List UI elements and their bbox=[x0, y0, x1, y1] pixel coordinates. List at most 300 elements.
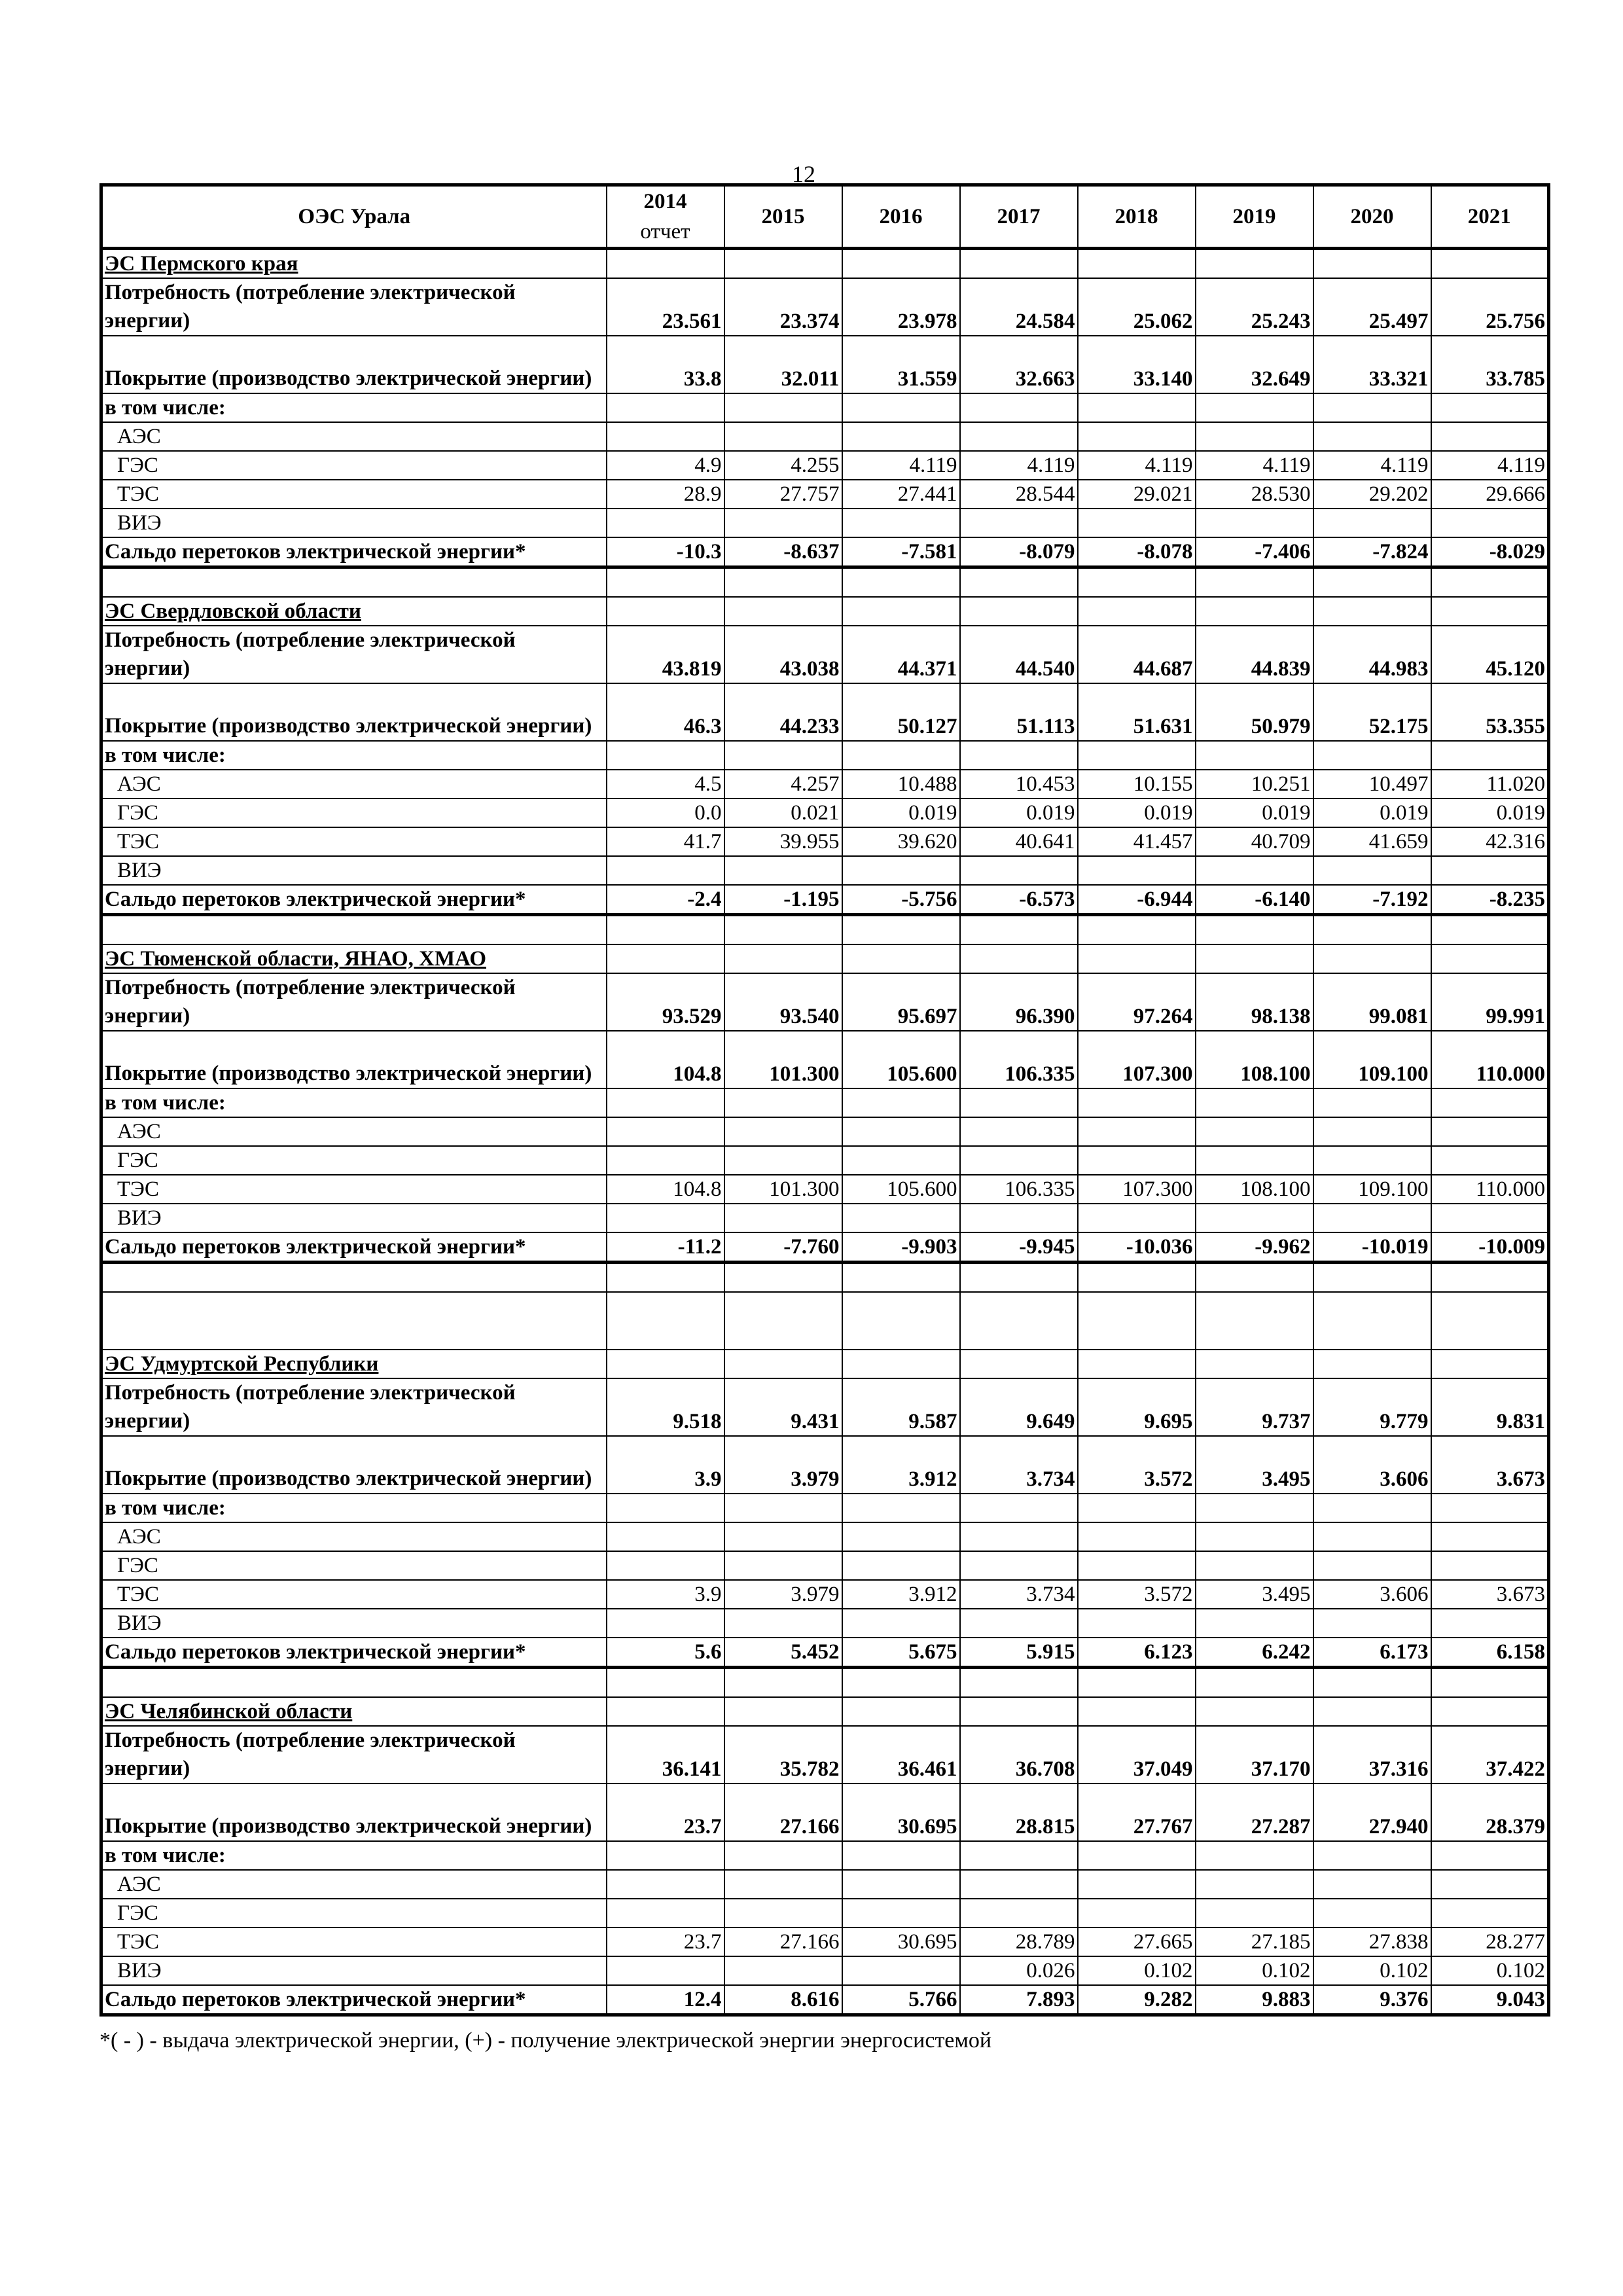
including-cell bbox=[1078, 393, 1196, 422]
vie-cell bbox=[1313, 1609, 1431, 1638]
demand-cell: 98.138 bbox=[1196, 973, 1313, 1031]
aes-cell: 11.020 bbox=[1431, 770, 1549, 798]
spacer-cell bbox=[1313, 1263, 1431, 1293]
tes-cell: 27.757 bbox=[724, 480, 842, 509]
supply-label: Покрытие (производство электрической энергии) bbox=[101, 1436, 607, 1494]
ges-cell: 4.119 bbox=[1431, 451, 1549, 480]
tes-cell: 41.457 bbox=[1078, 827, 1196, 856]
ges-cell bbox=[1196, 1551, 1313, 1580]
supply-cell: 107.300 bbox=[1078, 1031, 1196, 1088]
ges-cell bbox=[842, 1551, 960, 1580]
spacer-cell bbox=[607, 1263, 724, 1293]
tes-cell: 105.600 bbox=[842, 1175, 960, 1204]
aes-cell bbox=[842, 1117, 960, 1146]
including-cell bbox=[1078, 1088, 1196, 1117]
aes-cell bbox=[607, 422, 724, 451]
supply-label: Покрытие (производство электрической энергии) bbox=[101, 1031, 607, 1088]
demand-cell: 9.587 bbox=[842, 1378, 960, 1436]
aes-row bbox=[101, 1522, 1549, 1551]
supply-cell: 3.673 bbox=[1431, 1436, 1549, 1494]
section-title-label: ЭС Свердловской области bbox=[101, 597, 607, 626]
supply-cell: 33.785 bbox=[1431, 336, 1549, 393]
saldo-cell: -7.824 bbox=[1313, 537, 1431, 567]
vie-cell bbox=[724, 1609, 842, 1638]
section-title-cell bbox=[1196, 597, 1313, 626]
ges-cell: 4.119 bbox=[842, 451, 960, 480]
section-title-row bbox=[101, 1697, 1549, 1726]
including-cell bbox=[607, 1494, 724, 1522]
spacer-row bbox=[101, 915, 1549, 945]
section-title-cell bbox=[1313, 1350, 1431, 1378]
including-label: в том числе: bbox=[101, 393, 607, 422]
supply-cell: 23.7 bbox=[607, 1784, 724, 1841]
section-title-cell bbox=[1431, 597, 1549, 626]
aes-cell bbox=[1196, 1870, 1313, 1899]
tes-cell: 3.734 bbox=[960, 1580, 1078, 1609]
spacer-cell bbox=[1313, 1292, 1431, 1350]
demand-cell: 96.390 bbox=[960, 973, 1078, 1031]
vie-cell bbox=[960, 1609, 1078, 1638]
section-title-cell bbox=[607, 1697, 724, 1726]
demand-cell: 36.708 bbox=[960, 1726, 1078, 1784]
supply-cell: 32.011 bbox=[724, 336, 842, 393]
spacer-cell bbox=[101, 915, 607, 945]
vie-cell: 0.102 bbox=[1196, 1956, 1313, 1985]
tes-cell: 28.789 bbox=[960, 1928, 1078, 1956]
aes-row bbox=[101, 770, 1549, 798]
tes-cell: 3.606 bbox=[1313, 1580, 1431, 1609]
demand-cell: 23.374 bbox=[724, 278, 842, 336]
demand-cell: 25.062 bbox=[1078, 278, 1196, 336]
tes-row bbox=[101, 1928, 1549, 1956]
including-label: в том числе: bbox=[101, 1494, 607, 1522]
supply-cell: 31.559 bbox=[842, 336, 960, 393]
demand-cell: 44.540 bbox=[960, 626, 1078, 683]
supply-cell: 44.233 bbox=[724, 683, 842, 741]
demand-row bbox=[101, 973, 1549, 1031]
ges-row bbox=[101, 1146, 1549, 1175]
header-year-2014-note: отчет bbox=[640, 220, 690, 243]
spacer-cell bbox=[1196, 915, 1313, 945]
section-title-cell bbox=[1078, 944, 1196, 973]
aes-cell bbox=[607, 1522, 724, 1551]
aes-cell: 10.453 bbox=[960, 770, 1078, 798]
vie-cell bbox=[1431, 856, 1549, 885]
spacer-cell bbox=[960, 1292, 1078, 1350]
saldo-cell: -10.3 bbox=[607, 537, 724, 567]
ges-cell: 0.019 bbox=[1431, 798, 1549, 827]
demand-cell: 25.497 bbox=[1313, 278, 1431, 336]
demand-row bbox=[101, 626, 1549, 683]
saldo-cell: -6.140 bbox=[1196, 885, 1313, 915]
aes-cell bbox=[724, 422, 842, 451]
demand-cell: 36.461 bbox=[842, 1726, 960, 1784]
supply-cell: 52.175 bbox=[1313, 683, 1431, 741]
aes-cell: 10.488 bbox=[842, 770, 960, 798]
vie-cell bbox=[1196, 509, 1313, 537]
tes-label: ТЭС bbox=[101, 1928, 607, 1956]
including-label: в том числе: bbox=[101, 1088, 607, 1117]
section-title-label: ЭС Удмуртской Республики bbox=[101, 1350, 607, 1378]
tes-label: ТЭС bbox=[101, 827, 607, 856]
demand-cell: 44.983 bbox=[1313, 626, 1431, 683]
including-cell bbox=[1431, 741, 1549, 770]
section-title-cell bbox=[724, 597, 842, 626]
saldo-cell: 9.376 bbox=[1313, 1985, 1431, 2015]
spacer-cell bbox=[842, 1292, 960, 1350]
ges-cell: 4.9 bbox=[607, 451, 724, 480]
section-title-cell bbox=[1196, 249, 1313, 279]
saldo-cell: -2.4 bbox=[607, 885, 724, 915]
tes-row bbox=[101, 480, 1549, 509]
tes-cell: 30.695 bbox=[842, 1928, 960, 1956]
aes-label: АЭС bbox=[101, 422, 607, 451]
section-title-cell bbox=[1078, 249, 1196, 279]
supply-cell: 53.355 bbox=[1431, 683, 1549, 741]
tes-cell: 109.100 bbox=[1313, 1175, 1431, 1204]
ges-cell: 4.119 bbox=[960, 451, 1078, 480]
header-year-2014 bbox=[607, 185, 724, 249]
demand-cell: 9.737 bbox=[1196, 1378, 1313, 1436]
including-row bbox=[101, 1088, 1549, 1117]
section-title-label: ЭС Пермского края bbox=[101, 249, 607, 279]
including-cell bbox=[842, 741, 960, 770]
vie-cell: 0.102 bbox=[1313, 1956, 1431, 1985]
demand-cell: 36.141 bbox=[607, 1726, 724, 1784]
supply-cell: 3.9 bbox=[607, 1436, 724, 1494]
saldo-cell: -10.019 bbox=[1313, 1232, 1431, 1263]
aes-cell bbox=[1431, 1870, 1549, 1899]
section-title-cell bbox=[842, 249, 960, 279]
aes-cell bbox=[842, 1522, 960, 1551]
ges-row bbox=[101, 451, 1549, 480]
saldo-cell: 8.616 bbox=[724, 1985, 842, 2015]
tes-cell: 3.9 bbox=[607, 1580, 724, 1609]
including-cell bbox=[1431, 1494, 1549, 1522]
header-year: 2021 bbox=[1431, 185, 1549, 249]
supply-label: Покрытие (производство электрической энергии) bbox=[101, 683, 607, 741]
ges-cell: 0.021 bbox=[724, 798, 842, 827]
vie-cell bbox=[1078, 509, 1196, 537]
saldo-cell: -9.962 bbox=[1196, 1232, 1313, 1263]
ges-cell: 4.119 bbox=[1078, 451, 1196, 480]
vie-cell bbox=[607, 856, 724, 885]
supply-cell: 33.321 bbox=[1313, 336, 1431, 393]
supply-cell: 101.300 bbox=[724, 1031, 842, 1088]
vie-label: ВИЭ bbox=[101, 856, 607, 885]
saldo-cell: -9.903 bbox=[842, 1232, 960, 1263]
vie-label: ВИЭ bbox=[101, 1609, 607, 1638]
demand-cell: 24.584 bbox=[960, 278, 1078, 336]
tes-cell: 41.659 bbox=[1313, 827, 1431, 856]
demand-label: Потребность (потребление электрической энергии) bbox=[101, 973, 607, 1031]
ges-cell bbox=[607, 1899, 724, 1928]
spacer-cell bbox=[1431, 1668, 1549, 1698]
section-title-cell bbox=[1078, 1350, 1196, 1378]
section-title-row bbox=[101, 597, 1549, 626]
saldo-cell: 9.043 bbox=[1431, 1985, 1549, 2015]
including-cell bbox=[1196, 1841, 1313, 1870]
including-cell bbox=[607, 393, 724, 422]
supply-row bbox=[101, 1784, 1549, 1841]
saldo-label: Сальдо перетоков электрической энергии* bbox=[101, 1232, 607, 1263]
vie-cell bbox=[960, 856, 1078, 885]
including-cell bbox=[1431, 1841, 1549, 1870]
supply-cell: 106.335 bbox=[960, 1031, 1078, 1088]
tes-cell: 101.300 bbox=[724, 1175, 842, 1204]
section-title-cell bbox=[607, 249, 724, 279]
ges-cell bbox=[1078, 1899, 1196, 1928]
including-label: в том числе: bbox=[101, 1841, 607, 1870]
spacer-cell bbox=[1196, 567, 1313, 598]
spacer-cell bbox=[607, 567, 724, 598]
including-cell bbox=[1431, 1088, 1549, 1117]
supply-row bbox=[101, 336, 1549, 393]
vie-cell bbox=[1078, 1204, 1196, 1232]
section-title-cell bbox=[1313, 1697, 1431, 1726]
header-year: 2019 bbox=[1196, 185, 1313, 249]
supply-row bbox=[101, 1436, 1549, 1494]
aes-cell bbox=[1196, 1117, 1313, 1146]
tes-label: ТЭС bbox=[101, 1580, 607, 1609]
section-title-cell bbox=[1196, 1697, 1313, 1726]
demand-cell: 43.038 bbox=[724, 626, 842, 683]
section-title-row bbox=[101, 944, 1549, 973]
including-cell bbox=[1313, 1841, 1431, 1870]
spacer-cell bbox=[1078, 567, 1196, 598]
vie-cell bbox=[842, 1956, 960, 1985]
ges-cell bbox=[724, 1551, 842, 1580]
including-cell bbox=[960, 1494, 1078, 1522]
saldo-cell: -9.945 bbox=[960, 1232, 1078, 1263]
supply-row bbox=[101, 1031, 1549, 1088]
energy-balance-table bbox=[99, 183, 1550, 2017]
supply-cell: 50.979 bbox=[1196, 683, 1313, 741]
saldo-cell: 6.242 bbox=[1196, 1638, 1313, 1668]
aes-cell bbox=[960, 1522, 1078, 1551]
ges-cell bbox=[1431, 1551, 1549, 1580]
section-title-cell bbox=[842, 1350, 960, 1378]
ges-cell: 4.255 bbox=[724, 451, 842, 480]
vie-cell: 0.026 bbox=[960, 1956, 1078, 1985]
including-cell bbox=[1196, 1088, 1313, 1117]
demand-cell: 9.518 bbox=[607, 1378, 724, 1436]
aes-cell bbox=[1078, 1522, 1196, 1551]
supply-cell: 51.113 bbox=[960, 683, 1078, 741]
aes-cell bbox=[1431, 422, 1549, 451]
tes-cell: 28.277 bbox=[1431, 1928, 1549, 1956]
aes-cell: 10.251 bbox=[1196, 770, 1313, 798]
ges-cell bbox=[842, 1899, 960, 1928]
ges-cell: 4.119 bbox=[1196, 451, 1313, 480]
vie-label: ВИЭ bbox=[101, 509, 607, 537]
aes-cell bbox=[1078, 422, 1196, 451]
supply-cell: 28.379 bbox=[1431, 1784, 1549, 1841]
tes-cell: 104.8 bbox=[607, 1175, 724, 1204]
section-title-cell bbox=[607, 944, 724, 973]
tes-cell: 40.641 bbox=[960, 827, 1078, 856]
demand-cell: 43.819 bbox=[607, 626, 724, 683]
spacer-cell bbox=[724, 567, 842, 598]
spacer-cell bbox=[842, 1263, 960, 1293]
demand-label: Потребность (потребление электрической энергии) bbox=[101, 626, 607, 683]
vie-cell bbox=[842, 509, 960, 537]
vie-cell bbox=[1313, 509, 1431, 537]
tes-label: ТЭС bbox=[101, 480, 607, 509]
ges-label: ГЭС bbox=[101, 1899, 607, 1928]
supply-cell: 110.000 bbox=[1431, 1031, 1549, 1088]
ges-label: ГЭС bbox=[101, 798, 607, 827]
vie-cell bbox=[842, 1609, 960, 1638]
vie-cell bbox=[607, 509, 724, 537]
vie-row bbox=[101, 1609, 1549, 1638]
section-title-row bbox=[101, 249, 1549, 279]
including-cell bbox=[724, 741, 842, 770]
saldo-row bbox=[101, 1638, 1549, 1668]
vie-label: ВИЭ bbox=[101, 1956, 607, 1985]
spacer-row bbox=[101, 1292, 1549, 1350]
saldo-cell: 5.675 bbox=[842, 1638, 960, 1668]
demand-cell: 23.978 bbox=[842, 278, 960, 336]
saldo-cell: -8.078 bbox=[1078, 537, 1196, 567]
vie-cell bbox=[1196, 1204, 1313, 1232]
supply-cell: 3.495 bbox=[1196, 1436, 1313, 1494]
aes-cell: 4.257 bbox=[724, 770, 842, 798]
spacer-cell bbox=[101, 1668, 607, 1698]
section-title-cell bbox=[1313, 249, 1431, 279]
demand-cell: 93.540 bbox=[724, 973, 842, 1031]
including-row bbox=[101, 1841, 1549, 1870]
including-cell bbox=[1078, 1841, 1196, 1870]
including-cell bbox=[724, 393, 842, 422]
supply-cell: 3.979 bbox=[724, 1436, 842, 1494]
section-title-cell bbox=[842, 1697, 960, 1726]
ges-cell bbox=[960, 1899, 1078, 1928]
demand-cell: 37.316 bbox=[1313, 1726, 1431, 1784]
aes-cell bbox=[1078, 1117, 1196, 1146]
vie-cell bbox=[1196, 1609, 1313, 1638]
tes-row bbox=[101, 1175, 1549, 1204]
spacer-cell bbox=[607, 1292, 724, 1350]
demand-cell: 99.991 bbox=[1431, 973, 1549, 1031]
demand-cell: 25.756 bbox=[1431, 278, 1549, 336]
including-cell bbox=[1196, 393, 1313, 422]
including-row bbox=[101, 1494, 1549, 1522]
including-cell bbox=[607, 1841, 724, 1870]
vie-cell bbox=[842, 856, 960, 885]
demand-cell: 44.839 bbox=[1196, 626, 1313, 683]
vie-row bbox=[101, 509, 1549, 537]
supply-cell: 33.8 bbox=[607, 336, 724, 393]
saldo-cell: -11.2 bbox=[607, 1232, 724, 1263]
tes-cell: 108.100 bbox=[1196, 1175, 1313, 1204]
saldo-cell: 5.766 bbox=[842, 1985, 960, 2015]
tes-cell: 110.000 bbox=[1431, 1175, 1549, 1204]
including-cell bbox=[1196, 1494, 1313, 1522]
tes-cell: 41.7 bbox=[607, 827, 724, 856]
supply-label: Покрытие (производство электрической энергии) bbox=[101, 336, 607, 393]
aes-cell bbox=[842, 1870, 960, 1899]
ges-cell: 0.019 bbox=[842, 798, 960, 827]
vie-cell bbox=[1431, 1204, 1549, 1232]
section-title-cell bbox=[842, 944, 960, 973]
tes-row bbox=[101, 1580, 1549, 1609]
tes-cell: 42.316 bbox=[1431, 827, 1549, 856]
tes-cell: 27.665 bbox=[1078, 1928, 1196, 1956]
spacer-cell bbox=[1078, 915, 1196, 945]
vie-row bbox=[101, 856, 1549, 885]
saldo-cell: -7.192 bbox=[1313, 885, 1431, 915]
demand-cell: 9.431 bbox=[724, 1378, 842, 1436]
supply-cell: 3.912 bbox=[842, 1436, 960, 1494]
vie-cell: 0.102 bbox=[1078, 1956, 1196, 1985]
demand-cell: 95.697 bbox=[842, 973, 960, 1031]
ges-cell bbox=[1431, 1146, 1549, 1175]
section-title-cell bbox=[1431, 1350, 1549, 1378]
spacer-cell bbox=[724, 915, 842, 945]
spacer-cell bbox=[1313, 567, 1431, 598]
including-cell bbox=[724, 1088, 842, 1117]
spacer-cell bbox=[1078, 1668, 1196, 1698]
ges-cell: 0.019 bbox=[1313, 798, 1431, 827]
spacer-cell bbox=[724, 1292, 842, 1350]
tes-cell: 27.166 bbox=[724, 1928, 842, 1956]
section-title-cell bbox=[1196, 944, 1313, 973]
vie-cell bbox=[1078, 1609, 1196, 1638]
vie-cell bbox=[1431, 509, 1549, 537]
demand-cell: 97.264 bbox=[1078, 973, 1196, 1031]
section-title-cell bbox=[1313, 944, 1431, 973]
vie-cell: 0.102 bbox=[1431, 1956, 1549, 1985]
aes-cell bbox=[1313, 422, 1431, 451]
demand-cell: 44.371 bbox=[842, 626, 960, 683]
tes-cell: 27.441 bbox=[842, 480, 960, 509]
supply-cell: 27.166 bbox=[724, 1784, 842, 1841]
including-cell bbox=[1078, 1494, 1196, 1522]
demand-row bbox=[101, 1378, 1549, 1436]
aes-cell bbox=[842, 422, 960, 451]
tes-cell: 3.912 bbox=[842, 1580, 960, 1609]
section-title-cell bbox=[724, 1350, 842, 1378]
saldo-label: Сальдо перетоков электрической энергии* bbox=[101, 537, 607, 567]
ges-cell bbox=[960, 1551, 1078, 1580]
aes-label: АЭС bbox=[101, 770, 607, 798]
ges-cell bbox=[1313, 1899, 1431, 1928]
including-cell bbox=[1313, 393, 1431, 422]
vie-cell bbox=[724, 509, 842, 537]
tes-cell: 3.673 bbox=[1431, 1580, 1549, 1609]
ges-row bbox=[101, 1551, 1549, 1580]
saldo-cell: -8.235 bbox=[1431, 885, 1549, 915]
demand-cell: 23.561 bbox=[607, 278, 724, 336]
tes-cell: 28.544 bbox=[960, 480, 1078, 509]
including-cell bbox=[607, 1088, 724, 1117]
ges-label: ГЭС bbox=[101, 1551, 607, 1580]
saldo-cell: -1.195 bbox=[724, 885, 842, 915]
vie-cell bbox=[1431, 1609, 1549, 1638]
section-title-cell bbox=[842, 597, 960, 626]
spacer-cell bbox=[1078, 1263, 1196, 1293]
spacer-cell bbox=[1431, 1263, 1549, 1293]
saldo-cell: 7.893 bbox=[960, 1985, 1078, 2015]
aes-cell bbox=[960, 422, 1078, 451]
demand-cell: 37.170 bbox=[1196, 1726, 1313, 1784]
spacer-cell bbox=[101, 1263, 607, 1293]
ges-cell bbox=[607, 1146, 724, 1175]
including-cell bbox=[607, 741, 724, 770]
footnote: *( - ) - выдача электрической энергии, (+) - получение электрической энергии энергосистемой bbox=[99, 2028, 992, 2053]
ges-cell bbox=[724, 1899, 842, 1928]
